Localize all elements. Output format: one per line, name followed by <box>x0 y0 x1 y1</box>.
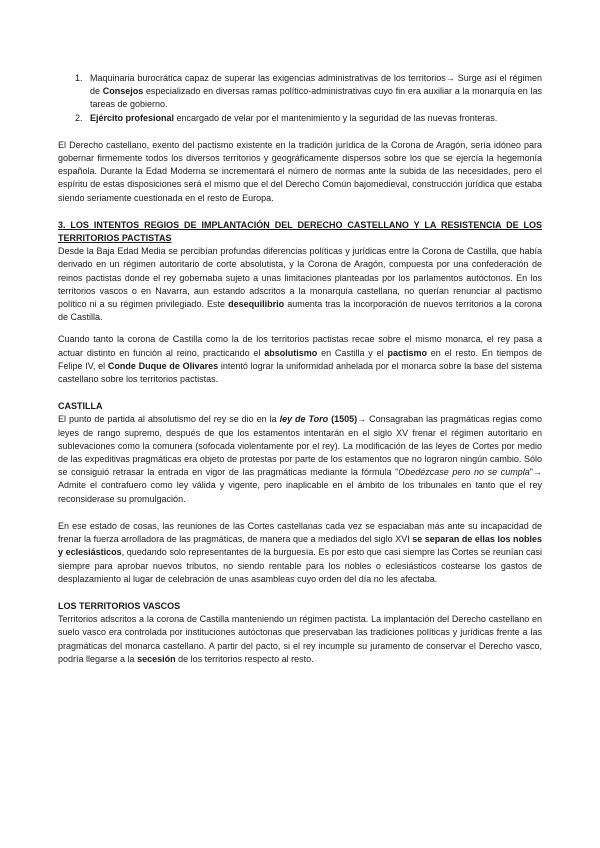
list-number: 2. <box>75 112 83 123</box>
list-item: 1. Maquinaria burocrática capaz de superar las exigencias administrativas de los territorios→ Surge así el régimen de Consejos especializado en diversas ramas político-administrativas cuyo fin era auxiliar a la monarquía en las tareas de gobierno. <box>75 73 542 110</box>
subsection-title: CASTILLA <box>58 401 103 412</box>
paragraph: Cuando tanto la corona de Castilla como la de los territorios pactistas recae sobre el mismo monarca, el rey pasa a actuar distinto en función al reino, practicando el absolutismo en Castilla y el pactismo en el resto. En tiempos de Felipe IV, el Conde Duque de Olivares intentó lograr la uniformidad anhelada por el monarca sobre la base del sistema castellano sobre los territorios pactistas. <box>58 334 543 385</box>
paragraph: Territorios adscritos a la corona de Castilla manteniendo un régimen pactista. La implantación del Derecho castellano en suelo vasco era controlada por instituciones autóctonas que preservaban las tradiciones políticas y jurídicas frente a las pragmáticas del monarca castellano. A partir del pacto, si el rey incumple su juramento de conservar el Derecho vasco, podría llegarse a la secesión de los territorios respecto al resto. <box>58 614 542 664</box>
paragraph: Desde la Baja Edad Media se percibían profundas diferencias políticas y jurídicas entre la Corona de Castilla, que había derivado en un régimen autoritario de corte absolutista, y la Corona de Aragón, compuesta por una confederación de reinos pactistas donde el rey gobernaba sujeto a unas limitaciones planteadas por los parlamentos autóctonos. En los territorios vascos o en Navarra, aun estando adscritos a la monarquía castellana, no querían renunciar al pactismo político ni a su régimen privilegiado. Este desequilibrio aumenta tras la incorporación de nuevos territorios a la corona de Castilla. <box>58 246 542 323</box>
subsection-title: LOS TERRITORIOS VASCOS <box>58 600 181 611</box>
section-title: 3. LOS INTENTOS REGIOS DE IMPLANTACIÓN DEL DERECHO CASTELLANO Y LA RESISTENCIA DE LOS TERRITORIOS PACTISTAS <box>58 219 542 244</box>
numbered-list <box>58 72 542 125</box>
bold-term: Ejército profesional <box>90 112 175 123</box>
document-page <box>58 72 542 666</box>
list-number: 1. <box>75 73 83 83</box>
bold-term: Consejos <box>102 86 144 97</box>
list-item: 2. Ejército profesional encargado de velar por el mantenimiento y la seguridad de las nuevas fronteras. <box>58 112 542 125</box>
paragraph: El punto de partida al absolutismo del rey se dio en la ley de Toro (1505)→ Consagraban las pragmáticas regias como leyes de rango supremo, después de que los estamentos intentarán en el siglo XV frenar el régimen autoritario en sublevaciones como la comunera (sofocada violentamente por el rey). La modificación de las leyes de Cortes por medio de las expeditivas pragmáticas era objeto de protestas por parte de los estamentos que no lograron ningún cambio. Sólo se consiguió retrasar la entrada en vigor de las pragmáticas mediante la fórmula "Obedézcase pero no se cumpla"→ Admite el contrafuero como ley válida y vigente, pero inaplicable en el ámbito de los tribunales en tanto que el rey reconsiderase su promulgación. <box>58 414 542 504</box>
paragraph: El Derecho castellano, exento del pactismo existente en la tradición jurídica de la Corona de Aragón, sería idóneo para gobernar firmemente todos los diversos territorios y geográficamente dispersos sobre los que se ejercía la hegemonía española. Durante la Edad Moderna se incrementará el número de normas ante la subida de las necesidades, pero el espíritu de estas disposiciones será el mismo que el del Derecho Común bajomedieval, construcción jurídica que estaba siendo seriamente cuestionada en el resto de Europa. <box>58 139 542 203</box>
paragraph: En ese estado de cosas, las reuniones de las Cortes castellanas cada vez se espaciaban más ante su incapacidad de frenar la fuerza arrolladora de las pragmáticas, de manera que a mediados del siglo XVI se separan de ellas los nobles y eclesiásticos, quedando solo representantes de la burguesía. Es por esto que casi siempre las Cortes se reunían casi siempre para aprobar nuevos tributos, no siendo rentable para los nobles o eclesiásticos costearse los gastos de desplazamiento al lugar de celebración de unas asambleas cuyo orden del día no les afectaba. <box>58 520 542 584</box>
